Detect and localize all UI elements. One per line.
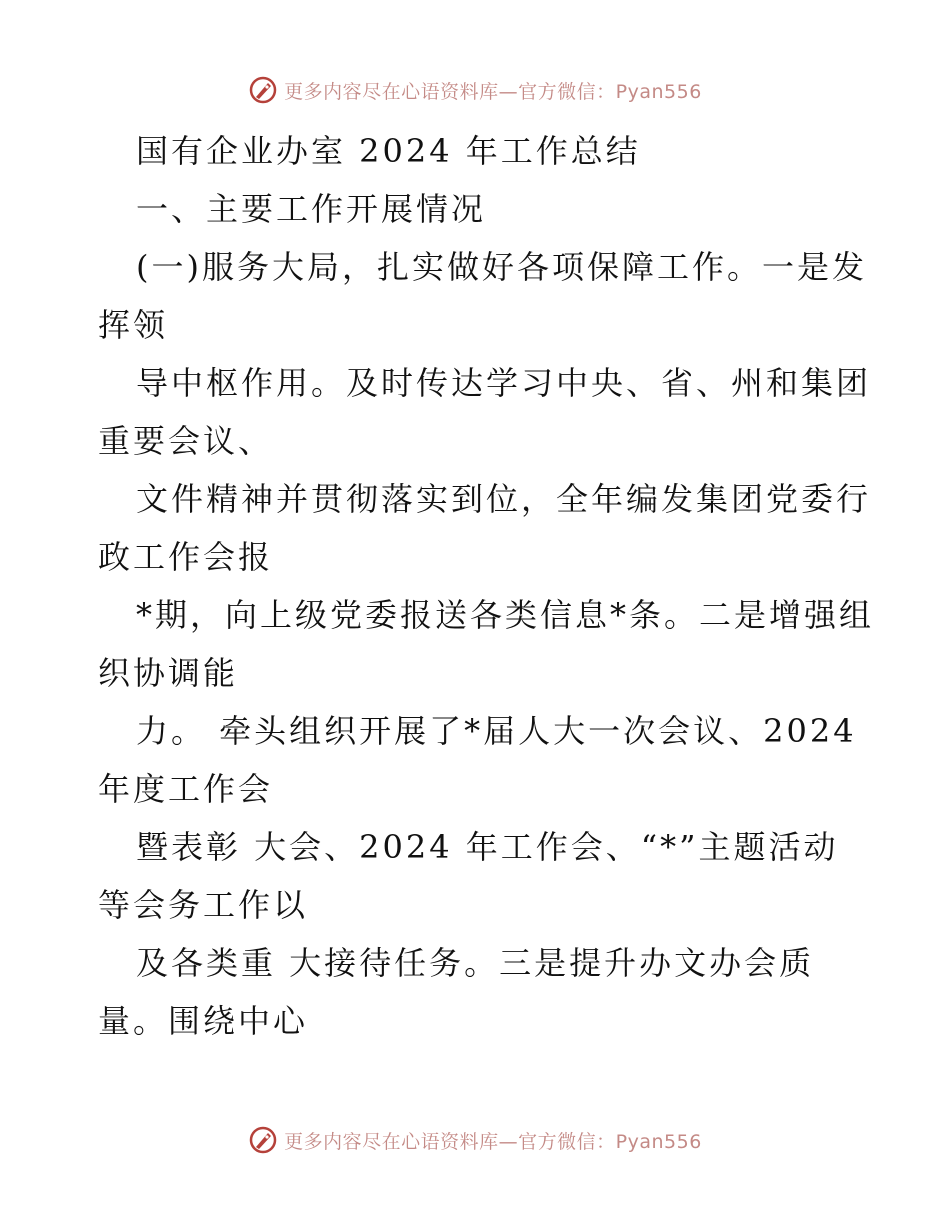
paragraph-line: *期，向上级党委报送各类信息*条。二是增强组 [136,596,875,634]
pen-nib-logo-icon [248,75,278,105]
watermark-text: 更多内容尽在心语资料库—官方微信：Pyan556 [284,1130,702,1153]
pen-nib-logo-icon [248,1125,278,1155]
paragraph-line: 及各类重 大接待任务。三是提升办文办会质 [136,944,815,982]
paragraph-line: (一)服务大局，扎实做好各项保障工作。一是发 [136,248,867,286]
document-title: 国有企业办室 2024 年工作总结 [136,132,641,170]
paragraph-line: 导中枢作用。及时传达学习中央、省、州和集团 [136,364,872,402]
paragraph-line: 重要会议、 [98,422,274,460]
paragraph-line: 织协调能 [98,654,239,692]
paragraph-line: 文件精神并贯彻落实到位，全年编发集团党委行 [136,480,872,518]
paragraph-line: 量。围绕中心 [98,1002,309,1040]
paragraph-line: 年度工作会 [98,770,274,808]
paragraph-line: 挥领 [98,306,169,344]
document-body [98,122,875,1050]
watermark-text: 更多内容尽在心语资料库—官方微信：Pyan556 [284,80,702,103]
watermark-footer [0,1120,950,1160]
paragraph-line: 等会务工作以 [98,886,309,924]
watermark-header [0,70,950,110]
paragraph-line: 政工作会报 [98,538,274,576]
section-heading: 一、主要工作开展情况 [136,190,487,228]
paragraph-line: 力。 牵头组织开展了*届人大一次会议、2024 [136,712,857,750]
paragraph-line: 暨表彰 大会、2024 年工作会、“*”主题活动 [136,828,839,866]
